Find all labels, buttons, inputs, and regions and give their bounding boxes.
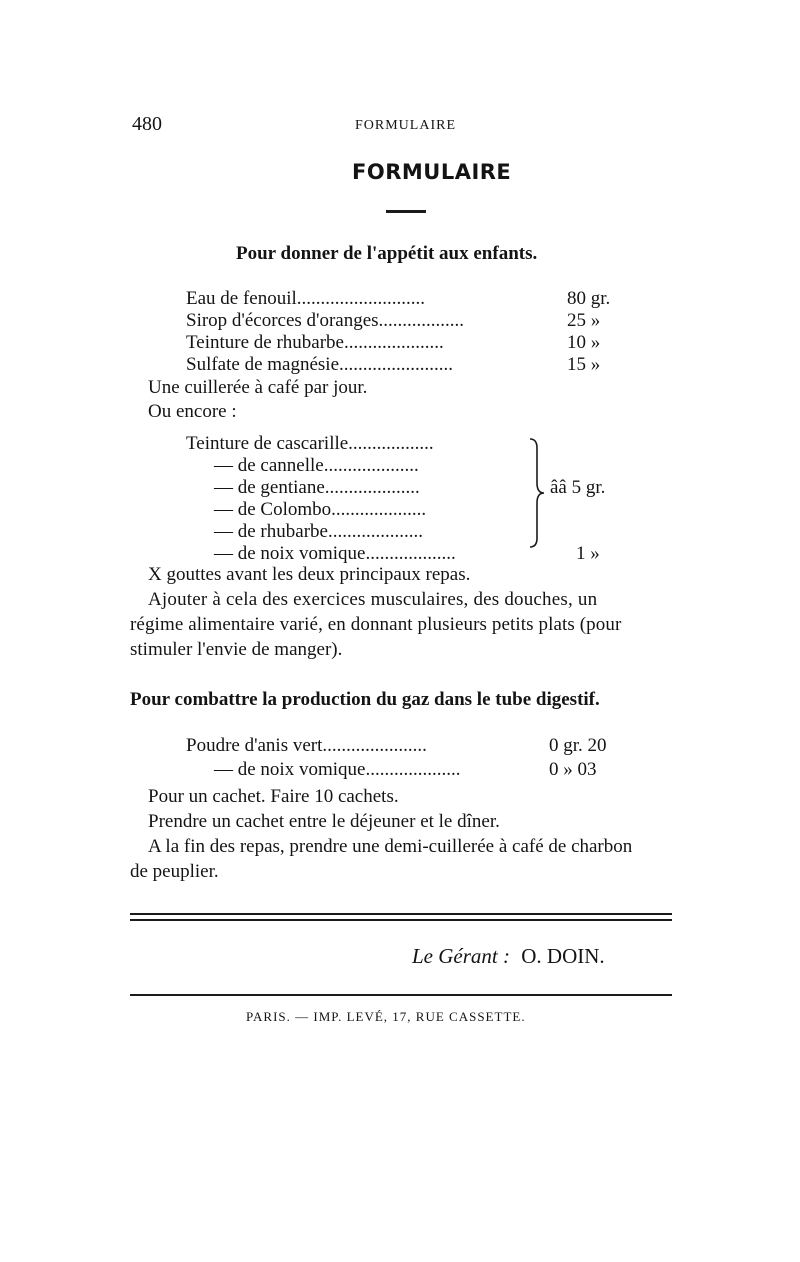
timing-instruction: Prendre un cachet entre le déjeuner et le dîner. (148, 811, 500, 832)
ingredient-name: Sulfate de magnésie........................ (186, 354, 454, 375)
ingredient-name: — de rhubarbe.................... (214, 521, 423, 542)
signature-label: Le Gérant : (412, 944, 510, 968)
footer-rule-top (130, 913, 672, 915)
footer-rule-bottom (130, 919, 672, 921)
paragraph-line: stimuler l'envie de manger). (130, 639, 343, 660)
recipe2-line-2 (214, 454, 526, 478)
ingredient-quantity: 15 » (567, 354, 601, 375)
running-title: FORMULAIRE (355, 118, 457, 133)
recipe-line-4 (186, 353, 626, 377)
recipe2-line-5 (214, 520, 526, 544)
recipe2-line-4 (214, 498, 526, 522)
ingredient-quantity: 0 » 03 (549, 759, 597, 780)
recipe-line-3 (186, 331, 626, 355)
ingredient-name: Eau de fenouil........................... (186, 288, 426, 309)
ingredient-name: Sirop d'écorces d'oranges.................. (186, 310, 465, 331)
ingredient-quantity: 0 gr. 20 (549, 735, 607, 756)
recipe3-line-2 (214, 758, 646, 782)
recipe2-line-3 (214, 476, 526, 500)
recipe2-line-1 (186, 432, 526, 456)
signature-name: O. DOIN. (521, 944, 605, 968)
ingredient-name: — de noix vomique.................... (214, 759, 461, 780)
recipe2-line-6 (214, 542, 634, 566)
ingredient-name: — de noix vomique................... (214, 543, 456, 564)
paragraph-line: Ajouter à cela des exercices musculaires, des douches, un (148, 589, 598, 610)
imprint-rule (130, 994, 672, 996)
drops-instruction: X gouttes avant les deux principaux repas. (148, 564, 471, 585)
recipe-line-1 (186, 287, 626, 311)
ingredient-quantity: 25 » (567, 310, 601, 331)
printer-imprint: PARIS. — IMP. LEVÉ, 17, RUE CASSETTE. (246, 1009, 526, 1024)
recipe-line-2 (186, 309, 626, 333)
dosage-line: Une cuillerée à café par jour. (148, 377, 368, 398)
page-title: FORMULAIRE (352, 160, 512, 184)
brace-icon (526, 436, 548, 550)
paragraph-line: A la fin des repas, prendre une demi-cuillerée à café de charbon (148, 836, 633, 857)
paragraph-line: de peuplier. (130, 861, 219, 882)
ingredient-name: Teinture de rhubarbe..................... (186, 332, 444, 353)
section-heading-appetite: Pour donner de l'appétit aux enfants. (236, 243, 538, 264)
alternative-line: Ou encore : (148, 401, 237, 422)
ingredient-quantity: 80 gr. (567, 288, 611, 309)
title-divider (386, 210, 426, 213)
ingredient-name: Teinture de cascarille.................. (186, 433, 434, 454)
ingredient-name: Poudre d'anis vert...................... (186, 735, 427, 756)
signature (412, 944, 605, 969)
ingredient-quantity: 10 » (567, 332, 601, 353)
section-heading-digestive-gas: Pour combattre la production du gaz dans le tube digestif. (130, 689, 600, 710)
paragraph-line: régime alimentaire varié, en donnant plusieurs petits plats (pour (130, 614, 622, 635)
cachet-instruction: Pour un cachet. Faire 10 cachets. (148, 786, 399, 807)
grouped-quantity: ââ 5 gr. (550, 477, 606, 498)
ingredient-name: — de cannelle.................... (214, 455, 419, 476)
ingredient-name: — de gentiane.................... (214, 477, 420, 498)
recipe3-line-1 (186, 734, 646, 758)
ingredient-quantity: 1 » (576, 543, 600, 564)
page-number: 480 (132, 113, 162, 135)
ingredient-name: — de Colombo.................... (214, 499, 427, 520)
